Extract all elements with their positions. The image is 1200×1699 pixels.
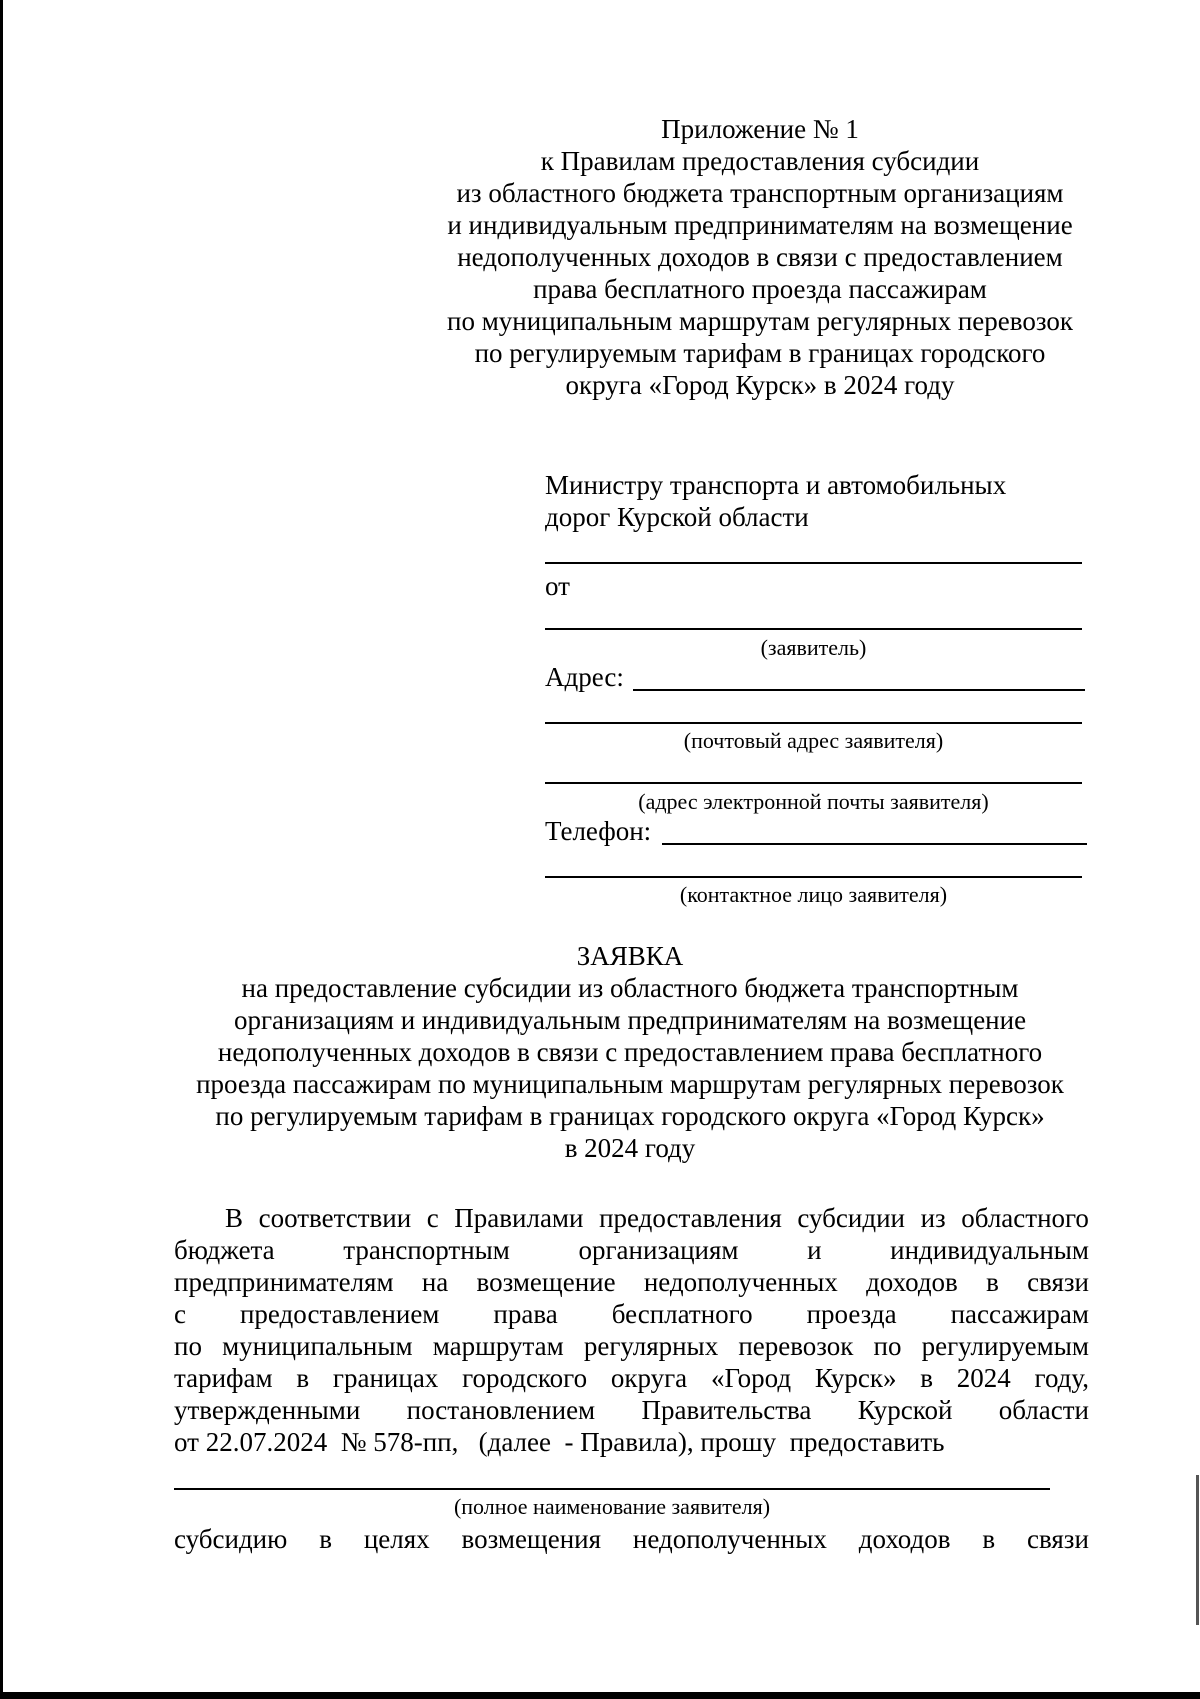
paragraph-line: тарифам в границах городского округа «Город Курск» в 2024 году, xyxy=(174,1363,1089,1393)
appendix-line: по регулируемым тарифам в границах городского xyxy=(474,338,1046,368)
phone-field-line[interactable] xyxy=(662,843,1087,845)
appendix-line: округа «Город Курск» в 2024 году xyxy=(565,370,955,400)
paragraph-line: с предоставлением права бесплатного проезда пассажирам xyxy=(174,1299,1089,1329)
title-line: по регулируемым тарифам в границах городского округа «Город Курск» xyxy=(215,1101,1045,1131)
from-label: от xyxy=(545,571,570,601)
appendix-line: права бесплатного проезда пассажирам xyxy=(533,274,987,304)
recipient-line: дорог Курской области xyxy=(545,502,809,532)
postal-address-field-line[interactable] xyxy=(545,722,1082,724)
appendix-line: и индивидуальным предпринимателям на возмещение xyxy=(447,210,1073,240)
scan-mark-right xyxy=(1196,1475,1199,1625)
title-line: в 2024 году xyxy=(564,1133,696,1163)
title-heading: ЗАЯВКА xyxy=(576,941,684,971)
title-line: проезда пассажирам по муниципальным маршрутам регулярных перевозок xyxy=(196,1069,1064,1099)
contact-caption: (контактное лицо заявителя) xyxy=(679,882,948,907)
application-title xyxy=(160,940,1100,1164)
appendix-line: Приложение № 1 xyxy=(661,114,859,144)
applicant-name-caption: (полное наименование заявителя) xyxy=(453,1494,771,1519)
appendix-line: по муниципальным маршрутам регулярных перевозок xyxy=(447,306,1073,336)
email-field-line[interactable] xyxy=(545,782,1082,784)
continuation-paragraph xyxy=(174,1523,1089,1555)
applicant-caption: (заявитель) xyxy=(760,635,867,660)
recipient-block xyxy=(545,469,1085,533)
recipient-underline xyxy=(545,562,1082,564)
paragraph-line: В соответствии с Правилами предоставления субсидии из областного xyxy=(225,1203,1089,1233)
appendix-header xyxy=(420,113,1100,401)
address-label: Адрес: xyxy=(545,662,624,692)
appendix-line: недополученных доходов в связи с предоставлением xyxy=(457,242,1063,272)
title-line: недополученных доходов в связи с предоставлением права бесплатного xyxy=(217,1037,1043,1067)
scan-edge-left xyxy=(0,0,3,1699)
applicant-name-field-line[interactable] xyxy=(174,1488,1050,1490)
paragraph-line: бюджета транспортным организациям и индивидуальным xyxy=(174,1235,1089,1265)
paragraph-line: субсидию в целях возмещения недополученных доходов в связи xyxy=(174,1524,1089,1554)
title-line: организациям и индивидуальным предпринимателям на возмещение xyxy=(233,1005,1027,1035)
title-line: на предоставление субсидии из областного бюджета транспортным xyxy=(241,973,1019,1003)
email-caption: (адрес электронной почты заявителя) xyxy=(638,789,989,814)
postal-address-caption: (почтовый адрес заявителя) xyxy=(683,728,944,753)
paragraph-last-line: от 22.07.2024 № 578-пп, (далее - Правила), прошу предоставить xyxy=(174,1427,945,1457)
recipient-line: Министру транспорта и автомобильных xyxy=(545,470,1007,500)
applicant-field-line[interactable] xyxy=(545,628,1082,630)
address-field-line[interactable] xyxy=(633,689,1085,691)
phone-label: Телефон: xyxy=(545,816,652,846)
body-paragraph xyxy=(174,1202,1089,1458)
scan-edge-bottom xyxy=(0,1692,1200,1699)
paragraph-line: предпринимателям на возмещение недополученных доходов в связи xyxy=(174,1267,1089,1297)
appendix-line: из областного бюджета транспортным организациям xyxy=(456,178,1064,208)
contact-field-line[interactable] xyxy=(545,876,1082,878)
paragraph-line: утвержденными постановлением Правительства Курской области xyxy=(174,1395,1089,1425)
paragraph-line: по муниципальным маршрутам регулярных перевозок по регулируемым xyxy=(174,1331,1089,1361)
appendix-line: к Правилам предоставления субсидии xyxy=(540,146,980,176)
